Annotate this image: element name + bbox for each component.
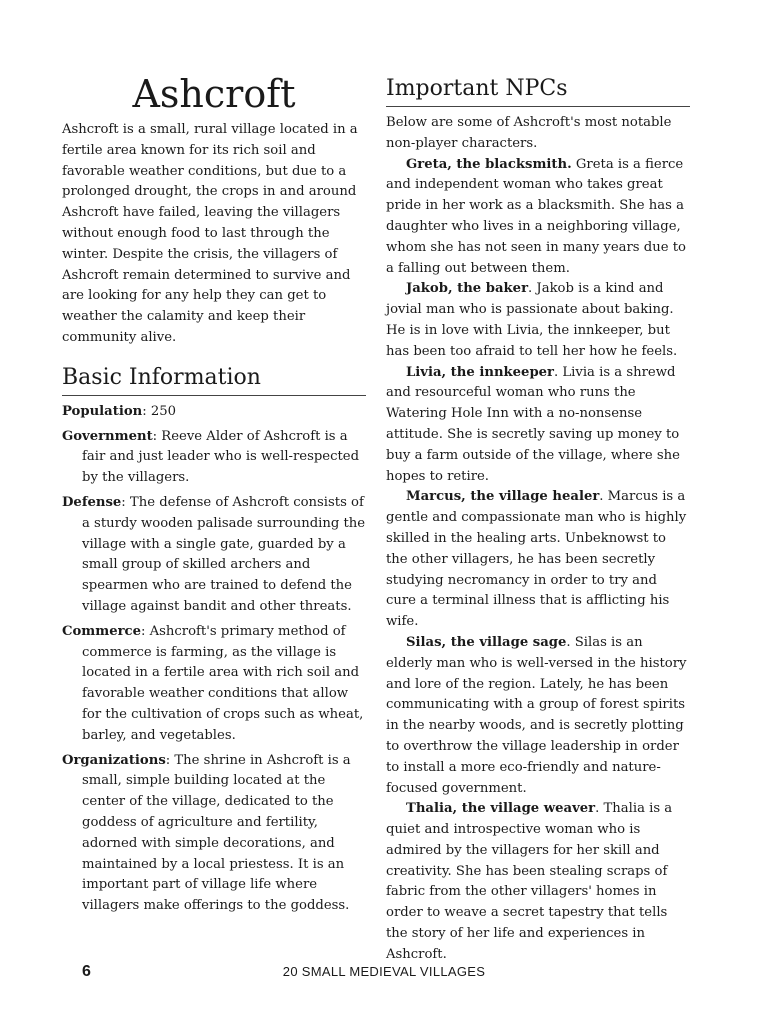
info-defense <box>62 493 366 618</box>
info-label: Commerce <box>62 623 141 639</box>
info-label: Population <box>62 403 143 419</box>
info-organizations <box>62 751 366 917</box>
info-text: : The shrine in Ashcroft is a small, simple building located at the center of the village, dedicated to the goddess of agriculture and fertility, adorned with simple decorations, and maintained by a local priestess. It is an important part of village life where villagers make offerings to the goddess. <box>82 752 351 914</box>
npc-name: Jakob, the baker <box>406 281 529 297</box>
info-text: : The defense of Ashcroft consists of a sturdy wooden palisade surrounding the village with a single gate, guarded by a small group of skilled archers and spearmen who are trained to defend the village against bandit and other threats. <box>82 494 366 614</box>
info-label: Organizations <box>62 752 166 768</box>
npc-thalia <box>386 799 690 965</box>
page-title: Ashcroft <box>132 72 296 116</box>
info-government <box>62 427 366 489</box>
npc-description: . Livia is a shrewd and resourceful woman who runs the Watering Hole Inn with a no-nonsense attitude. She is secretly saving up money to buy a farm outside of the village, where she hopes to retire. <box>386 364 680 484</box>
npc-name: Marcus, the village healer <box>406 489 600 505</box>
book-title: 20 SMALL MEDIEVAL VILLAGES <box>282 964 486 979</box>
intro-paragraph: Ashcroft is a small, rural village located in a fertile area known for its rich soil and favorable weather conditions, but due to a prolonged drought, the crops in and around Ashcroft have failed, leaving the villagers without enough food to last through the winter. Despite the crisis, the villagers of Ashcroft remain determined to survive and are looking for any help they can get to weather the calamity and keep their community alive. <box>62 122 358 345</box>
npc-description: . Thalia is a quiet and introspective woman who is admired by the villagers for her skill and creativity. She has been stealing scraps of fabric from the other villagers' homes in order to weave a secret tapestry that tells the story of her life and experiences in Ashcroft. <box>386 801 673 962</box>
page-number: 6 <box>82 963 91 980</box>
npc-marcus <box>386 487 690 633</box>
npc-name: Silas, the village sage <box>406 634 567 650</box>
npc-name: Thalia, the village weaver <box>406 801 596 817</box>
npc-silas <box>386 633 690 799</box>
npc-name: Greta, the blacksmith. <box>406 156 572 172</box>
npc-description: . Jakob is a kind and jovial man who is passionate about baking. He is in love with Livia, the innkeeper, but has been too afraid to tell her how he feels. <box>386 281 678 359</box>
npc-greta <box>386 155 690 280</box>
npc-jakob <box>386 279 690 362</box>
right-column <box>386 72 690 966</box>
info-text: : Ashcroft's primary method of commerce is farming, as the village is located in a fertile area with rich soil and favorable weather conditions that allow for the cultivation of crops such as wheat, barley, and vegetables. <box>82 623 364 743</box>
npc-livia <box>386 363 690 488</box>
info-population <box>62 402 366 423</box>
npc-description: Greta is a fierce and independent woman who takes great pride in her work as a blacksmith. She has a daughter who lives in a neighboring village, whom she has not seen in many years due to a falling out between them. <box>386 156 686 276</box>
info-label: Defense <box>62 494 122 510</box>
info-commerce <box>62 622 366 747</box>
npc-description: . Silas is an elderly man who is well-versed in the history and lore of the region. Lately, he has been communicating with a group of forest spirits in the nearby woods, and is secretly plotting to overthrow the village leadership in order to install a more eco-friendly and nature-focused government. <box>386 634 687 796</box>
left-column <box>62 72 366 921</box>
npc-name: Livia, the innkeeper <box>406 364 555 380</box>
npc-description: . Marcus is a gentle and compassionate man who is highly skilled in the healing arts. Unbeknowst to the other villagers, he has been secretly studying necromancy in order to try and cure a terminal illness that is afflicting his wife. <box>386 489 687 630</box>
basic-information-heading: Basic Information <box>62 363 366 396</box>
important-npcs-heading: Important NPCs <box>386 74 690 107</box>
npcs-intro: Below are some of Ashcroft's most notable non-player characters. <box>386 115 672 151</box>
info-label: Government <box>62 428 153 444</box>
info-text: : Reeve Alder of Ashcroft is a fair and just leader who is well-respected by the villagers. <box>82 428 360 486</box>
info-text: : 250 <box>142 403 177 419</box>
